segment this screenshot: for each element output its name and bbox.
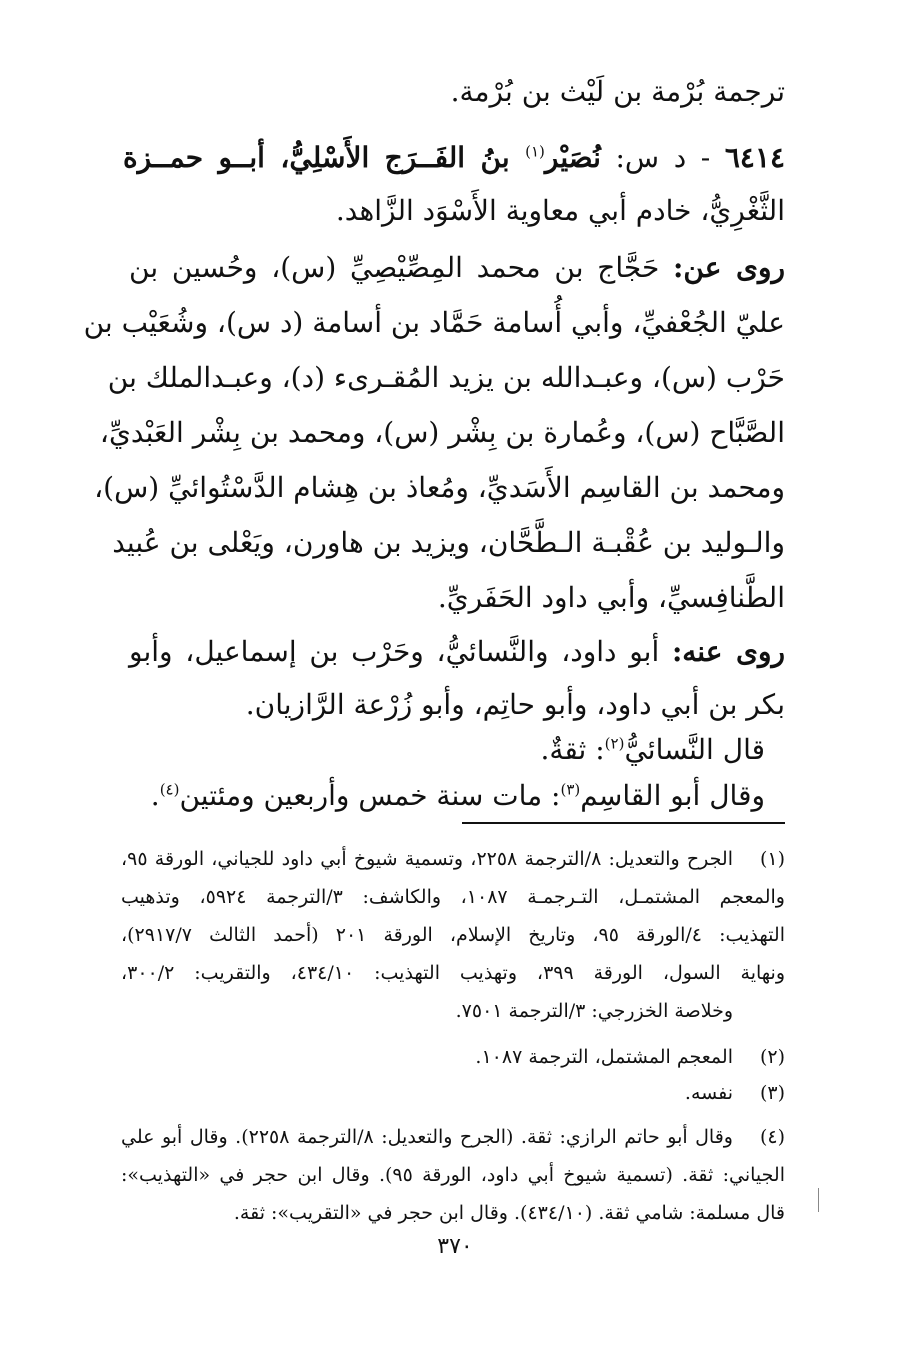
footnote-1-line-4	[121, 954, 785, 992]
line-13-text-b: : ثقةٌ.	[540, 733, 605, 766]
line-8-text: ومحمد بن القاسِم الأَسَديِّ، ومُعاذ بن هِشام الدَّسْتُوائيِّ (س)،	[94, 471, 785, 504]
footnote-1-line-3	[121, 916, 785, 954]
line-6	[107, 350, 785, 406]
entry-heading	[123, 130, 785, 186]
page-number: ٣٧٠	[437, 1234, 473, 1259]
footnote-1-line-3-text: التهذيب: ٤/الورقة ٩٥، وتاريخ الإسلام، الورقة ٢٠١ (أحمد الثالث ٢٩١٧/٧)،	[121, 924, 785, 946]
line-1	[451, 64, 785, 120]
line-10-text: الطَّنافِسيِّ، وأبي داود الحَفَريِّ.	[437, 581, 785, 614]
line-11-text: أبو داود، والنَّسائيُّ، وحَرْب بن إسماعيل، وأبو	[129, 635, 672, 668]
footnote-4-line-1	[121, 1118, 733, 1156]
line-14-text-c: .	[150, 779, 160, 812]
footnote-3-text: نفسه.	[684, 1082, 733, 1104]
rawa-anhu-label: روى عنه:	[671, 635, 785, 668]
line-4-text: حَجَّاج بن محمد المِصِّيْصِيِّ (س)، وحُسين بن	[129, 251, 674, 284]
footnote-ref-4: (٤)	[159, 780, 180, 799]
footnote-1-line-4-text: ونهاية السول، الورقة ٣٩٩، وتهذيب التهذيب: ٤٣٤/١٠، والتقريب: ٣٠٠/٢،	[121, 962, 785, 984]
footnote-4-line-2-text: الجياني: ثقة. (تسمية شيوخ أبي داود، الورقة ٩٥). وقال ابن حجر في «التهذيب»:	[121, 1164, 785, 1186]
line-4	[129, 240, 785, 296]
footnote-1-line-1	[121, 840, 733, 878]
footnote-3-number: (٣)	[759, 1082, 785, 1104]
rawa-an-label: روى عن:	[673, 251, 785, 284]
footnote-4-line-2	[121, 1156, 785, 1194]
footnote-2-number: (٢)	[759, 1046, 785, 1068]
entry-number: ٦٤١٤	[724, 141, 786, 174]
footnote-1-number: (١)	[759, 848, 785, 870]
margin-mark	[818, 1188, 819, 1212]
footnote-ref-2: (٢)	[604, 734, 625, 753]
entry-name: نُصَيْر	[544, 141, 601, 174]
line-7	[99, 405, 785, 461]
line-5-text: عليّ الجُعْفيِّ، وأبي أُسامة حَمَّاد بن أسامة (د س)، وشُعَيْب بن	[83, 306, 785, 339]
footnote-2-text: المعجم المشتمل، الترجمة ١٠٨٧.	[475, 1046, 733, 1068]
footnote-4-line-3-text: قال مسلمة: شامي ثقة. (٤٣٤/١٠). وقال ابن حجر في «التقريب»: ثقة.	[233, 1202, 785, 1224]
line-8	[94, 460, 785, 516]
footnote-1-line-1-text: الجرح والتعديل: ٨/الترجمة ٢٢٥٨، وتسمية شيوخ أبي داود للجياني، الورقة ٩٥،	[121, 848, 733, 870]
line-14	[151, 768, 765, 824]
footnote-4-line-1-text: وقال أبو حاتم الرازي: ثقة. (الجرح والتعديل: ٨/الترجمة ٢٢٥٨). وقال أبو علي	[121, 1126, 733, 1148]
footnote-4-number: (٤)	[759, 1126, 785, 1148]
line-3-text: الثَّغْرِيُّ، خادم أبي معاوية الأَسْوَد الزَّاهد.	[335, 194, 785, 227]
footnote-1-line-5-text: وخلاصة الخزرجي: ٣/الترجمة ٧٥٠١.	[455, 1000, 733, 1022]
line-1-text: ترجمة بُرْمة بن لَيْث بن بُرْمة.	[450, 75, 785, 108]
footnote-separator	[462, 822, 785, 824]
line-12-text: بكر بن أبي داود، وأبو حاتِم، وأبو زُرْعة الرَّازيان.	[245, 688, 785, 721]
line-14-text-b: : مات سنة خمس وأربعين ومئتين	[179, 779, 561, 812]
line-13-text-a: قال النَّسائيُّ	[624, 733, 765, 766]
entry-sigla: - د س:	[615, 141, 711, 174]
footnote-ref-1: (١)	[525, 142, 545, 161]
line-5	[83, 295, 785, 351]
line-11	[129, 624, 785, 680]
footnote-ref-3: (٣)	[560, 780, 581, 799]
footnote-1-line-5	[456, 992, 733, 1030]
line-9-text: والـوليد بن عُقْبـة الـطَّحَّان، ويزيد بن هاورن، ويَعْلى بن عُبيد	[112, 526, 785, 559]
line-14-text-a: وقال أبو القاسِم	[580, 779, 765, 812]
footnote-4-line-3	[234, 1194, 785, 1232]
footnote-1-line-2	[121, 878, 785, 916]
line-6-text: حَرْب (س)، وعبـدالله بن يزيد المُقـرىء (د)، وعبـدالملك بن	[107, 361, 785, 394]
entry-name-rest: بنُ الفَــرَج الأَسْلِيُّ، أبــو حمــزة	[123, 141, 526, 174]
line-7-text: الصَّبَّاح (س)، وعُمارة بن بِشْر (س)، ومحمد بن بِشْر العَبْديِّ،	[99, 416, 785, 449]
line-3	[336, 183, 785, 239]
line-10	[438, 570, 785, 626]
footnote-1-line-2-text: والمعجم المشتمـل، التـرجمـة ١٠٨٧، والكاشف: ٣/الترجمة ٥٩٢٤، وتذهيب	[121, 886, 785, 908]
line-9	[112, 515, 785, 571]
